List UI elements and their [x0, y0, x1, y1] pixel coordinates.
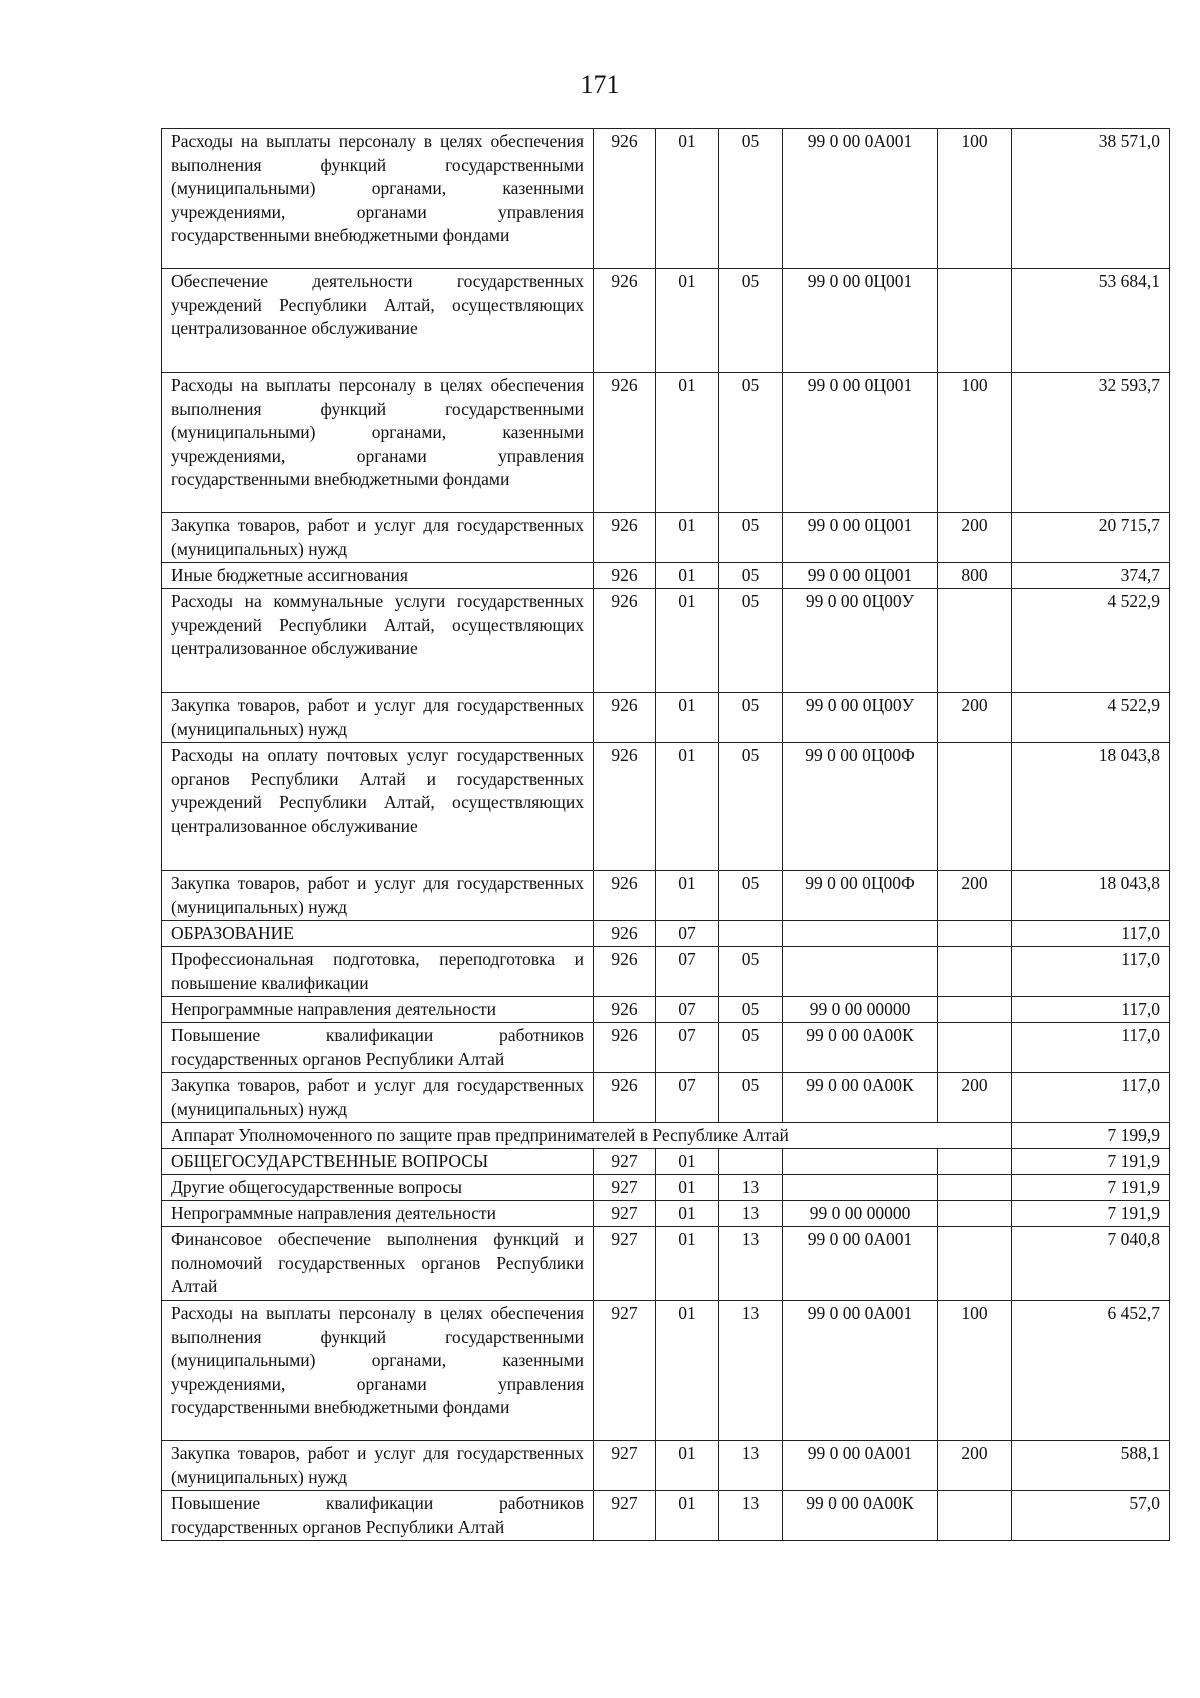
row-subsection: 05: [719, 373, 783, 513]
row-expense-type: 100: [938, 373, 1012, 513]
row-subsection: 05: [719, 1023, 783, 1073]
row-target-article: 99 0 00 0Ц001: [783, 269, 938, 373]
row-sum: 7 199,9: [1012, 1123, 1170, 1149]
row-subsection: 05: [719, 997, 783, 1023]
row-target-article: 99 0 00 0А001: [783, 1227, 938, 1301]
row-section: 01: [656, 589, 719, 693]
row-name: Обеспечение деятельности государственных учреждений Республики Алтай, осуществляющих централизованное обслуживание: [162, 269, 594, 373]
row-expense-type: 200: [938, 693, 1012, 743]
row-target-article: 99 0 00 0Ц00Ф: [783, 871, 938, 921]
row-grbs: 926: [594, 589, 656, 693]
row-name: Расходы на коммунальные услуги государственных учреждений Республики Алтай, осуществляющих централизованное обслуживание: [162, 589, 594, 693]
row-expense-type: 200: [938, 1073, 1012, 1123]
row-section: 01: [656, 1149, 719, 1175]
row-expense-type: [938, 1175, 1012, 1201]
row-subsection: 13: [719, 1491, 783, 1541]
row-sum: 117,0: [1012, 921, 1170, 947]
table-row: [162, 129, 1170, 269]
row-expense-type: [938, 589, 1012, 693]
row-grbs: 926: [594, 1073, 656, 1123]
row-section: 01: [656, 1441, 719, 1491]
row-grbs: 926: [594, 693, 656, 743]
row-subsection: 05: [719, 129, 783, 269]
row-grbs: 927: [594, 1175, 656, 1201]
row-grbs: 926: [594, 997, 656, 1023]
row-target-article: 99 0 00 0А00К: [783, 1023, 938, 1073]
row-section: 01: [656, 129, 719, 269]
row-name: Повышение квалификации работников государственных органов Республики Алтай: [162, 1491, 594, 1541]
row-section: 07: [656, 997, 719, 1023]
row-target-article: [783, 1149, 938, 1175]
row-section: 01: [656, 1175, 719, 1201]
row-name: Расходы на выплаты персоналу в целях обеспечения выполнения функций государственными (муниципальными) органами, казенными учреждениями, органами управления государственными внебюджетными фондами: [162, 129, 594, 269]
row-target-article: 99 0 00 00000: [783, 1201, 938, 1227]
row-sum: 4 522,9: [1012, 589, 1170, 693]
row-target-article: 99 0 00 0А00К: [783, 1491, 938, 1541]
row-grbs: 926: [594, 871, 656, 921]
row-target-article: [783, 947, 938, 997]
row-target-article: 99 0 00 0Ц001: [783, 563, 938, 589]
row-subsection: 05: [719, 589, 783, 693]
row-sum: 57,0: [1012, 1491, 1170, 1541]
row-name: Закупка товаров, работ и услуг для государственных (муниципальных) нужд: [162, 513, 594, 563]
row-section: 07: [656, 921, 719, 947]
row-expense-type: 100: [938, 129, 1012, 269]
row-expense-type: [938, 997, 1012, 1023]
row-expense-type: 100: [938, 1301, 1012, 1441]
row-sum: 20 715,7: [1012, 513, 1170, 563]
table-row: [162, 1073, 1170, 1123]
row-sum: 6 452,7: [1012, 1301, 1170, 1441]
row-grbs: 926: [594, 513, 656, 563]
row-target-article: 99 0 00 0А00К: [783, 1073, 938, 1123]
row-subsection: 05: [719, 563, 783, 589]
row-name: Расходы на выплаты персоналу в целях обеспечения выполнения функций государственными (муниципальными) органами, казенными учреждениями, органами управления государственными внебюджетными фондами: [162, 1301, 594, 1441]
row-name: Аппарат Уполномоченного по защите прав предпринимателей в Республике Алтай: [162, 1123, 1012, 1149]
row-target-article: 99 0 00 0Ц001: [783, 513, 938, 563]
table-row: [162, 1123, 1170, 1149]
row-expense-type: [938, 1201, 1012, 1227]
row-grbs: 926: [594, 921, 656, 947]
row-name: Иные бюджетные ассигнования: [162, 563, 594, 589]
row-name: ОБРАЗОВАНИЕ: [162, 921, 594, 947]
row-expense-type: 800: [938, 563, 1012, 589]
table-row: [162, 589, 1170, 693]
row-sum: 18 043,8: [1012, 743, 1170, 871]
table-row: [162, 1491, 1170, 1541]
row-name: Непрограммные направления деятельности: [162, 1201, 594, 1227]
table-row: [162, 1301, 1170, 1441]
row-subsection: 13: [719, 1175, 783, 1201]
row-expense-type: 200: [938, 513, 1012, 563]
row-grbs: 927: [594, 1149, 656, 1175]
row-expense-type: [938, 269, 1012, 373]
table-row: [162, 997, 1170, 1023]
row-name: Финансовое обеспечение выполнения функций и полномочий государственных органов Республики Алтай: [162, 1227, 594, 1301]
row-expense-type: [938, 1227, 1012, 1301]
table-row: [162, 947, 1170, 997]
row-sum: 32 593,7: [1012, 373, 1170, 513]
row-sum: 117,0: [1012, 997, 1170, 1023]
table-row: [162, 269, 1170, 373]
table-row: [162, 921, 1170, 947]
row-subsection: 13: [719, 1441, 783, 1491]
table-row: [162, 1201, 1170, 1227]
row-name: ОБЩЕГОСУДАРСТВЕННЫЕ ВОПРОСЫ: [162, 1149, 594, 1175]
row-grbs: 926: [594, 269, 656, 373]
row-section: 01: [656, 269, 719, 373]
row-target-article: [783, 921, 938, 947]
row-target-article: 99 0 00 00000: [783, 997, 938, 1023]
row-sum: 18 043,8: [1012, 871, 1170, 921]
row-grbs: 926: [594, 1023, 656, 1073]
row-sum: 588,1: [1012, 1441, 1170, 1491]
row-section: 01: [656, 563, 719, 589]
row-section: 07: [656, 1023, 719, 1073]
row-subsection: 05: [719, 743, 783, 871]
row-section: 01: [656, 1491, 719, 1541]
row-grbs: 926: [594, 563, 656, 589]
table-body: [162, 129, 1170, 1541]
row-name: Другие общегосударственные вопросы: [162, 1175, 594, 1201]
table-row: [162, 871, 1170, 921]
row-section: 01: [656, 1227, 719, 1301]
row-sum: 117,0: [1012, 1023, 1170, 1073]
row-subsection: 05: [719, 269, 783, 373]
row-grbs: 927: [594, 1227, 656, 1301]
row-target-article: 99 0 00 0А001: [783, 1441, 938, 1491]
row-sum: 38 571,0: [1012, 129, 1170, 269]
row-name: Закупка товаров, работ и услуг для государственных (муниципальных) нужд: [162, 693, 594, 743]
row-target-article: [783, 1175, 938, 1201]
row-expense-type: 200: [938, 871, 1012, 921]
row-expense-type: [938, 1023, 1012, 1073]
row-expense-type: 200: [938, 1441, 1012, 1491]
row-target-article: 99 0 00 0А001: [783, 1301, 938, 1441]
row-name: Расходы на выплаты персоналу в целях обеспечения выполнения функций государственными (муниципальными) органами, казенными учреждениями, органами управления государственными внебюджетными фондами: [162, 373, 594, 513]
row-subsection: [719, 1149, 783, 1175]
row-sum: 7 191,9: [1012, 1201, 1170, 1227]
row-section: 07: [656, 1073, 719, 1123]
row-name: Закупка товаров, работ и услуг для государственных (муниципальных) нужд: [162, 1441, 594, 1491]
row-section: 01: [656, 1201, 719, 1227]
table-row: [162, 1175, 1170, 1201]
row-expense-type: [938, 947, 1012, 997]
row-name: Закупка товаров, работ и услуг для государственных (муниципальных) нужд: [162, 1073, 594, 1123]
row-grbs: 926: [594, 373, 656, 513]
row-name: Непрограммные направления деятельности: [162, 997, 594, 1023]
row-name: Закупка товаров, работ и услуг для государственных (муниципальных) нужд: [162, 871, 594, 921]
row-target-article: 99 0 00 0Ц00У: [783, 693, 938, 743]
row-sum: 4 522,9: [1012, 693, 1170, 743]
table-row: [162, 1227, 1170, 1301]
row-grbs: 927: [594, 1301, 656, 1441]
row-target-article: 99 0 00 0Ц00Ф: [783, 743, 938, 871]
row-expense-type: [938, 743, 1012, 871]
row-section: 07: [656, 947, 719, 997]
row-sum: 7 191,9: [1012, 1175, 1170, 1201]
row-section: 01: [656, 513, 719, 563]
row-grbs: 927: [594, 1441, 656, 1491]
row-target-article: 99 0 00 0Ц00У: [783, 589, 938, 693]
row-sum: 7 191,9: [1012, 1149, 1170, 1175]
row-subsection: 05: [719, 513, 783, 563]
row-subsection: 05: [719, 871, 783, 921]
row-subsection: 05: [719, 947, 783, 997]
table-row: [162, 693, 1170, 743]
row-subsection: 13: [719, 1227, 783, 1301]
table-row: [162, 743, 1170, 871]
table-row: [162, 1149, 1170, 1175]
table-row: [162, 1441, 1170, 1491]
row-sum: 117,0: [1012, 1073, 1170, 1123]
row-grbs: 927: [594, 1201, 656, 1227]
row-grbs: 926: [594, 947, 656, 997]
row-expense-type: [938, 1491, 1012, 1541]
row-subsection: [719, 921, 783, 947]
row-sum: 7 040,8: [1012, 1227, 1170, 1301]
row-expense-type: [938, 1149, 1012, 1175]
row-target-article: 99 0 00 0А001: [783, 129, 938, 269]
row-section: 01: [656, 743, 719, 871]
row-section: 01: [656, 871, 719, 921]
row-subsection: 05: [719, 1073, 783, 1123]
page-number: 171: [580, 70, 620, 99]
row-expense-type: [938, 921, 1012, 947]
row-subsection: 13: [719, 1301, 783, 1441]
row-section: 01: [656, 1301, 719, 1441]
table-row: [162, 563, 1170, 589]
row-grbs: 926: [594, 129, 656, 269]
row-grbs: 927: [594, 1491, 656, 1541]
row-section: 01: [656, 693, 719, 743]
table-row: [162, 373, 1170, 513]
budget-table: [161, 128, 1170, 1541]
row-sum: 117,0: [1012, 947, 1170, 997]
row-target-article: 99 0 00 0Ц001: [783, 373, 938, 513]
row-subsection: 13: [719, 1201, 783, 1227]
row-name: Расходы на оплату почтовых услуг государственных органов Республики Алтай и государственных учреждений Республики Алтай, осуществляющих централизованное обслуживание: [162, 743, 594, 871]
row-name: Повышение квалификации работников государственных органов Республики Алтай: [162, 1023, 594, 1073]
row-section: 01: [656, 373, 719, 513]
row-grbs: 926: [594, 743, 656, 871]
row-subsection: 05: [719, 693, 783, 743]
table-row: [162, 513, 1170, 563]
row-sum: 374,7: [1012, 563, 1170, 589]
row-name: Профессиональная подготовка, переподготовка и повышение квалификации: [162, 947, 594, 997]
row-sum: 53 684,1: [1012, 269, 1170, 373]
table-row: [162, 1023, 1170, 1073]
